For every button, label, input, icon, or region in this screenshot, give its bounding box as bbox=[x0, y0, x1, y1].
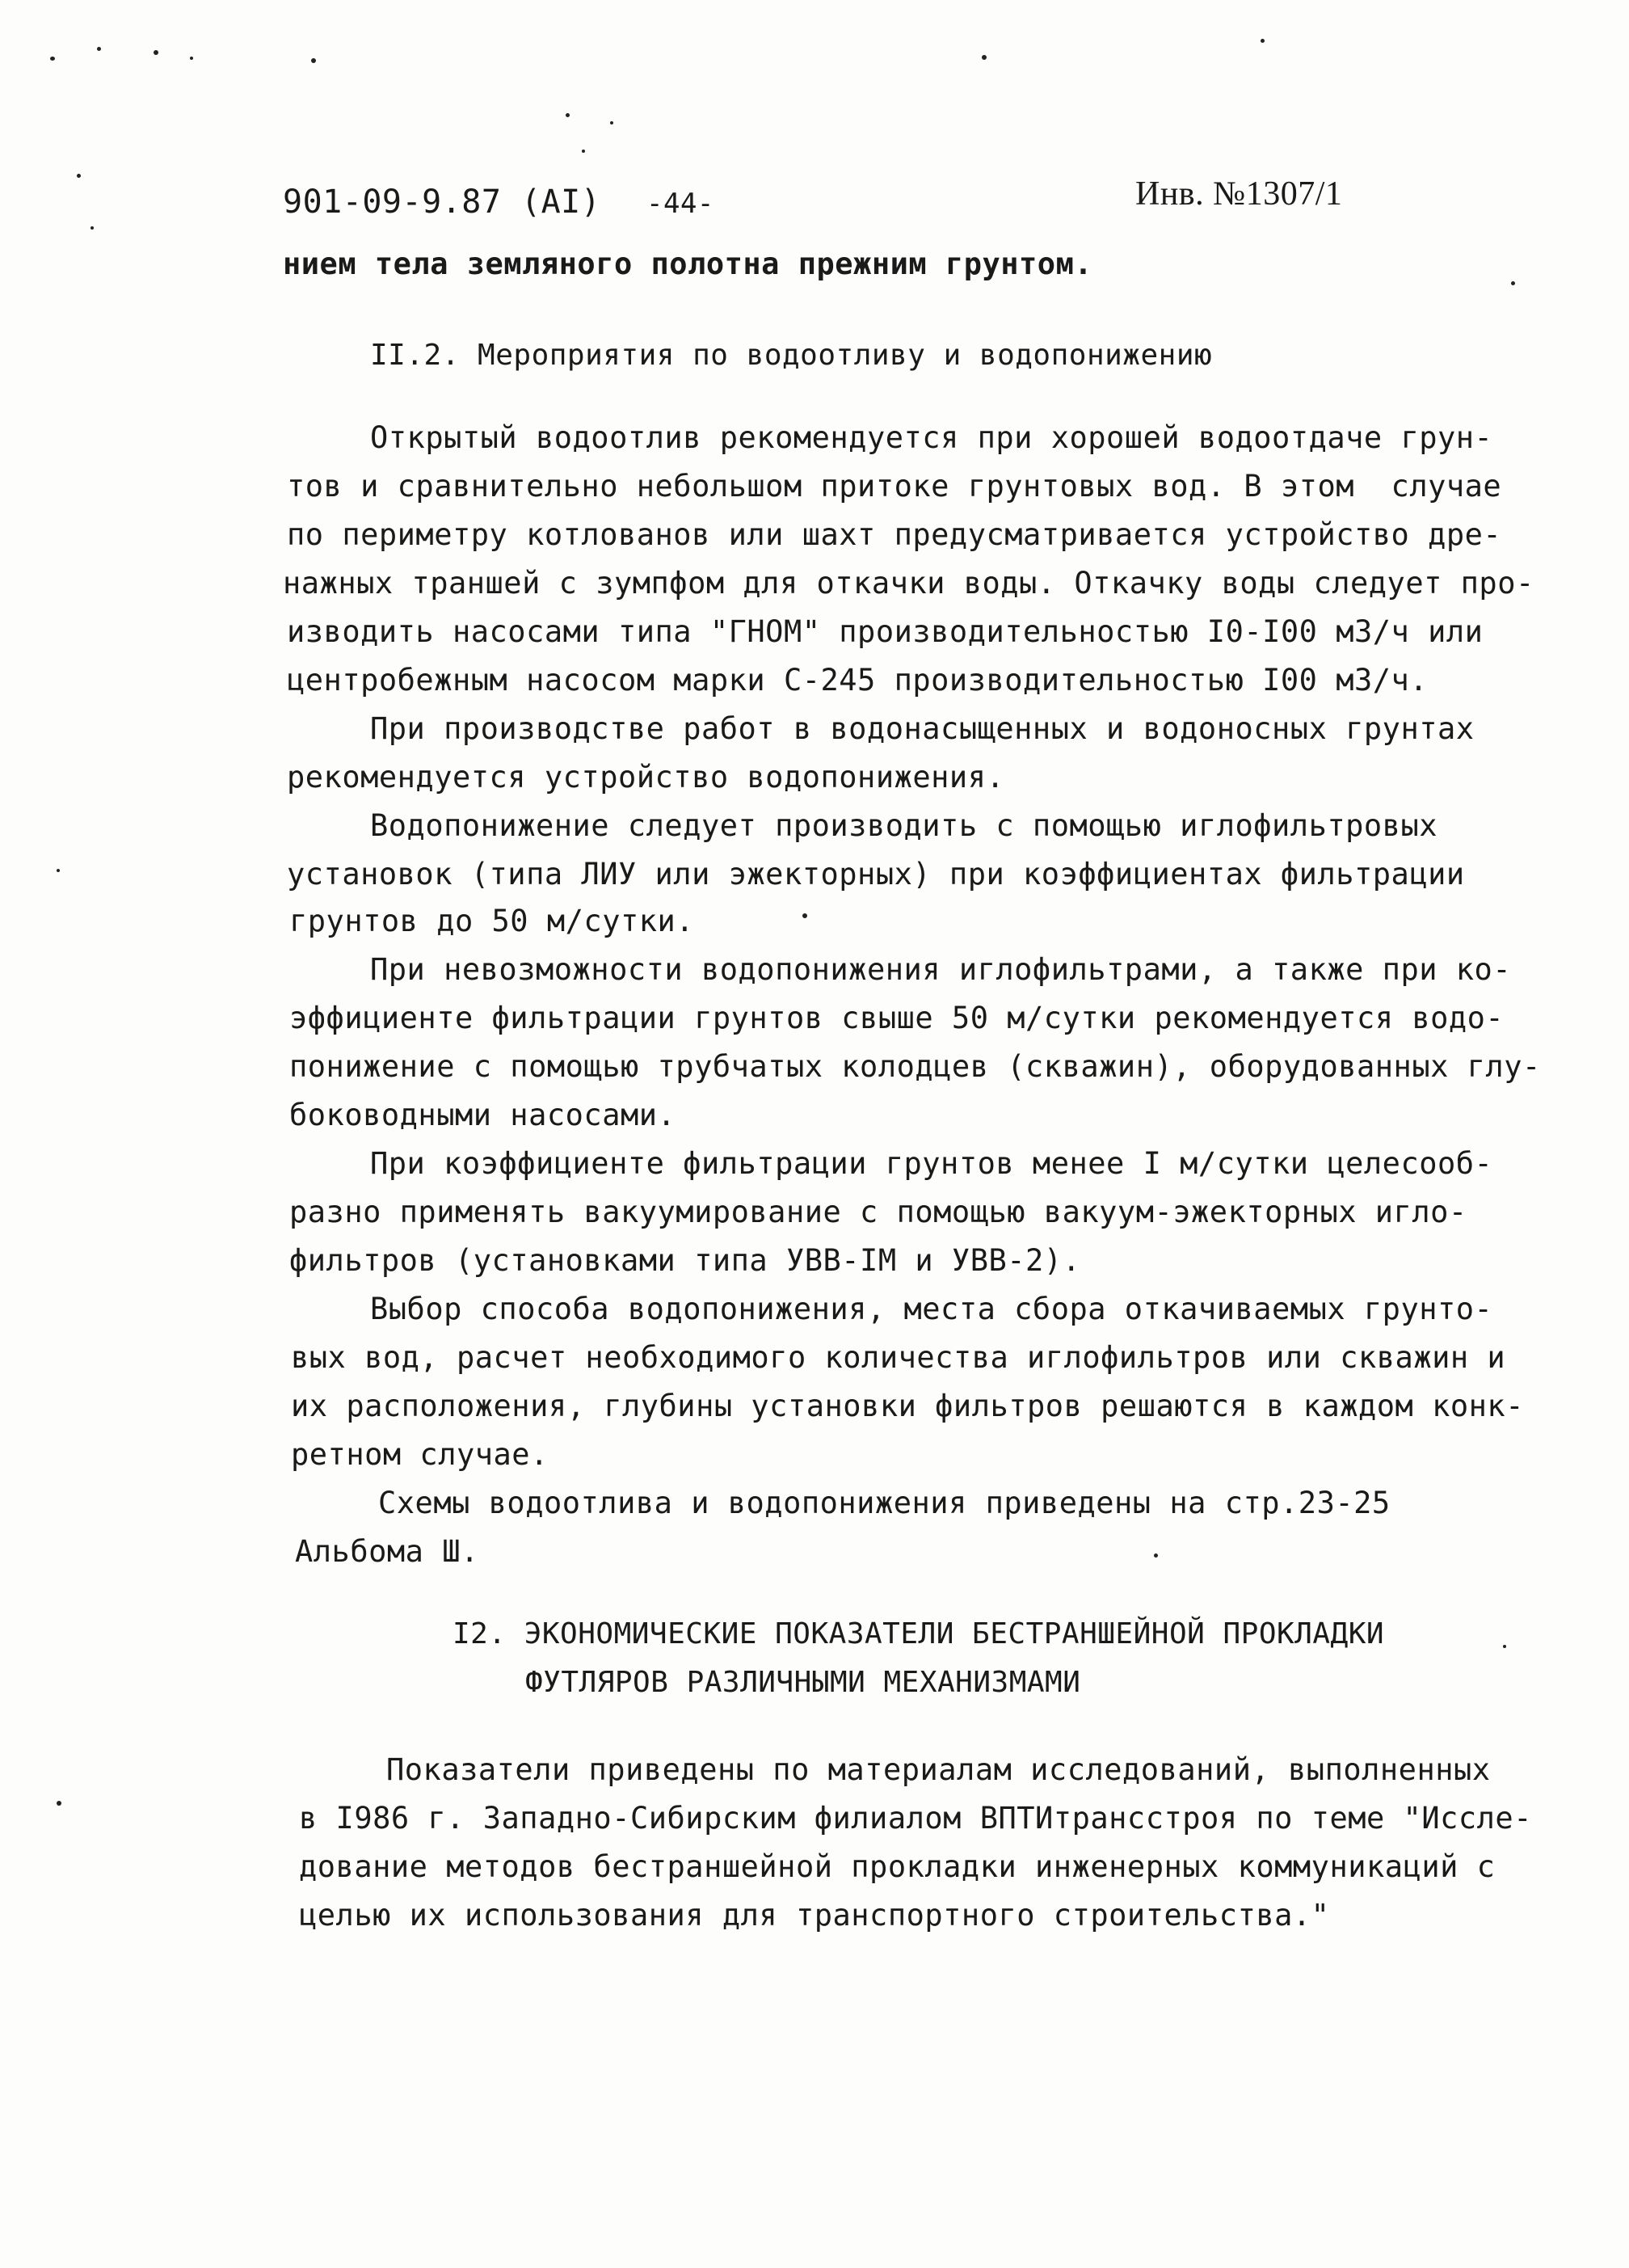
scan-speck bbox=[154, 50, 158, 55]
paragraph-line: понижение с помощью трубчатых колодцев (скважин), оборудованных глу- bbox=[289, 1049, 1541, 1084]
scan-speck bbox=[50, 57, 55, 61]
inventory-number: Инв. №1307/1 bbox=[1135, 175, 1343, 213]
scan-speck bbox=[802, 913, 807, 918]
paragraph-line: рекомендуется устройство водопонижения. bbox=[287, 760, 1005, 795]
paragraph-line: эффициенте фильтрации грунтов свыше 50 м/сутки рекомендуется водо- bbox=[289, 1001, 1505, 1035]
scan-speck bbox=[311, 58, 316, 63]
paragraph-line: При коэффициенте фильтрации грунтов менее I м/сутки целесооб- bbox=[370, 1146, 1493, 1181]
scan-speck bbox=[97, 47, 101, 51]
section-heading-12-continued: ФУТЛЯРОВ РАЗЛИЧНЫМИ МЕХАНИЗМАМИ bbox=[525, 1666, 1081, 1699]
paragraph-line: разно применять вакуумирование с помощью вакуум-эжекторных игло- bbox=[289, 1195, 1467, 1229]
paragraph-line: фильтров (установками типа УВВ-IМ и УВВ-2). bbox=[289, 1243, 1081, 1278]
scan-speck bbox=[1511, 281, 1515, 285]
scan-speck bbox=[566, 113, 570, 117]
paragraph-line: Водопонижение следует производить с помощью иглофильтровых bbox=[370, 808, 1438, 843]
page-number: -44- bbox=[646, 188, 714, 220]
paragraph-line: целью их использования для транспортного строительства." bbox=[299, 1898, 1330, 1933]
paragraph-line: При невозможности водопонижения иглофильтрами, а также при ко- bbox=[370, 952, 1512, 987]
paragraph-line: При производстве работ в водонасыщенных и водоносных грунтах bbox=[370, 711, 1475, 746]
paragraph-line: грунтов до 50 м/сутки. bbox=[289, 904, 695, 938]
paragraph-line: Показатели приведены по материалам исследований, выполненных bbox=[386, 1752, 1491, 1787]
paragraph-line: Открытый водоотлив рекомендуется при хорошей водоотдаче грун- bbox=[370, 420, 1493, 455]
scan-speck bbox=[1154, 1553, 1158, 1558]
paragraph-line: в I986 г. Западно-Сибирским филиалом ВПТИтрансстроя по теме "Иссле- bbox=[299, 1801, 1532, 1836]
paragraph-line: тов и сравнительно небольшом притоке грунтовых вод. В этом случае bbox=[287, 469, 1502, 504]
paragraph-line: Альбома Ш. bbox=[295, 1534, 479, 1569]
section-heading-11-2: II.2. Мероприятия по водоотливу и водопонижению bbox=[370, 339, 1213, 372]
scan-speck bbox=[1503, 1645, 1506, 1648]
paragraph-line: вых вод, расчет необходимого количества иглофильтров или скважин и bbox=[291, 1340, 1506, 1375]
scan-speck bbox=[77, 174, 81, 178]
paragraph-line: дование методов бестраншейной прокладки инженерных коммуникаций с bbox=[299, 1849, 1496, 1884]
paragraph-line: центробежным насосом марки С-245 производительностью I00 м3/ч. bbox=[287, 663, 1429, 698]
paragraph-line: изводить насосами типа "ГНОМ" производительностью I0-I00 м3/ч или bbox=[287, 614, 1484, 649]
section-heading-12: I2. ЭКОНОМИЧЕСКИЕ ПОКАЗАТЕЛИ БЕСТРАНШЕЙНОЙ ПРОКЛАДКИ bbox=[452, 1617, 1385, 1650]
continuation-line: нием тела земляного полотна прежним грунтом. bbox=[283, 247, 1093, 281]
paragraph-line: их расположения, глубины установки фильтров решаются в каждом конк- bbox=[291, 1389, 1524, 1423]
scan-speck bbox=[982, 55, 987, 60]
scan-speck bbox=[90, 226, 94, 230]
paragraph-line: Схемы водоотлива и водопонижения приведены на стр.23-25 bbox=[378, 1486, 1391, 1520]
scan-speck bbox=[57, 1801, 61, 1806]
paragraph-line: по периметру котлованов или шахт предусматривается устройство дре- bbox=[287, 517, 1502, 552]
scan-speck bbox=[582, 150, 585, 153]
paragraph-line: боководными насосами. bbox=[289, 1098, 676, 1132]
scan-speck bbox=[190, 57, 193, 60]
paragraph-line: установок (типа ЛИУ или эжекторных) при коэффициентах фильтрации bbox=[287, 857, 1465, 892]
paragraph-line: Выбор способа водопонижения, места сбора откачиваемых грунто- bbox=[370, 1292, 1493, 1326]
document-code: 901-09-9.87 (AI) bbox=[283, 183, 601, 221]
paragraph-line: нажных траншей с зумпфом для откачки воды. Откачку воды следует про- bbox=[283, 566, 1534, 601]
scan-speck bbox=[57, 869, 60, 872]
scan-speck bbox=[610, 121, 613, 124]
paragraph-line: ретном случае. bbox=[291, 1437, 549, 1472]
scan-speck bbox=[1261, 39, 1265, 43]
